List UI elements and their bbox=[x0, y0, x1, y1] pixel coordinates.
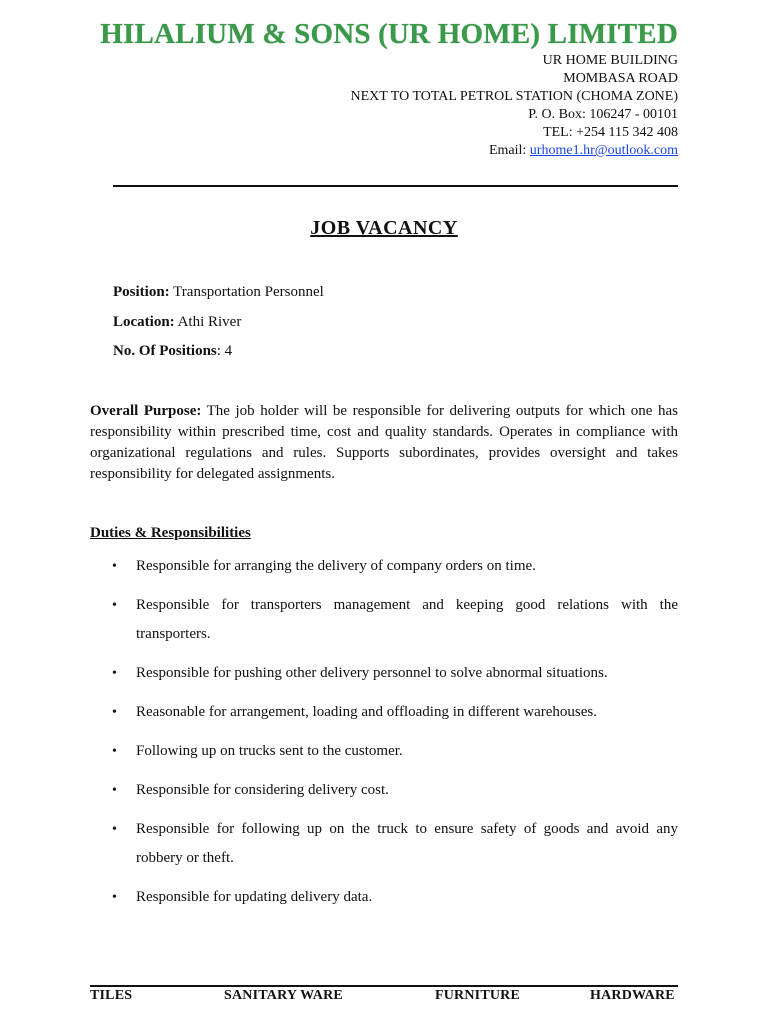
duty-text: Following up on trucks sent to the customer. bbox=[136, 743, 403, 759]
footer-tiles: TILES bbox=[90, 988, 133, 1003]
location-label: Location: bbox=[113, 313, 175, 330]
positions-count-label: No. Of Positions bbox=[113, 343, 217, 359]
list-item bbox=[90, 883, 678, 912]
bullet-icon: • bbox=[112, 744, 117, 759]
list-item bbox=[90, 591, 678, 649]
list-item bbox=[90, 659, 678, 688]
duties-heading: Duties & Responsibilities bbox=[90, 525, 251, 541]
duty-text: Responsible for updating delivery data. bbox=[136, 889, 373, 905]
company-name: HILALIUM & SONS (UR HOME) LIMITED bbox=[100, 18, 678, 50]
address-line-building: UR HOME BUILDING bbox=[542, 53, 678, 68]
address-line-road: MOMBASA ROAD bbox=[563, 71, 678, 86]
duty-text: Responsible for following up on the truck to ensure safety of goods and avoid any robbery or theft. bbox=[136, 821, 678, 866]
overall-purpose-text: The job holder will be responsible for delivering outputs for which one has responsibility within prescribed time, cost and quality standards. Operates in compliance with organizational regulations and rules. Supports subordinates, provides oversight and takes responsibility for delegated assignments. bbox=[90, 403, 678, 482]
duty-text: Reasonable for arrangement, loading and offloading in different warehouses. bbox=[136, 704, 597, 720]
bullet-icon: • bbox=[112, 705, 117, 720]
position-value: Transportation Personnel bbox=[169, 284, 324, 300]
positions-count-field bbox=[113, 341, 324, 371]
footer-furniture: FURNITURE bbox=[435, 988, 521, 1003]
duty-text: Responsible for considering delivery cost. bbox=[136, 782, 389, 798]
location-value: Athi River bbox=[174, 313, 242, 330]
footer-divider bbox=[90, 985, 678, 987]
footer-hardware: HARDWARE bbox=[590, 988, 675, 1003]
vacancy-details bbox=[113, 282, 324, 371]
list-item bbox=[90, 552, 678, 581]
address-line-po-box: P. O. Box: 106247 - 00101 bbox=[528, 107, 678, 122]
location-field bbox=[113, 312, 324, 342]
bullet-icon: • bbox=[112, 559, 117, 574]
list-item bbox=[90, 737, 678, 766]
company-address bbox=[350, 52, 678, 160]
bullet-icon: • bbox=[112, 666, 117, 681]
email-label: Email: bbox=[488, 143, 530, 158]
duty-text: Responsible for pushing other delivery personnel to solve abnormal situations. bbox=[136, 665, 608, 681]
bullet-icon: • bbox=[112, 598, 117, 613]
list-item bbox=[90, 776, 678, 805]
position-field bbox=[113, 282, 324, 312]
footer-sanitary-ware: SANITARY WARE bbox=[224, 988, 343, 1003]
address-line-phone: TEL: +254 115 342 408 bbox=[543, 125, 678, 140]
overall-purpose bbox=[90, 401, 678, 485]
duties-list bbox=[90, 552, 678, 922]
duty-text: Responsible for transporters management and keeping good relations with the transporters. bbox=[136, 597, 678, 642]
list-item bbox=[90, 815, 678, 873]
list-item bbox=[90, 698, 678, 727]
duty-text: Responsible for arranging the delivery of company orders on time. bbox=[136, 558, 536, 574]
header-divider bbox=[113, 185, 678, 187]
position-label: Position: bbox=[113, 284, 170, 300]
overall-purpose-label: Overall Purpose: bbox=[90, 403, 202, 419]
positions-count-value: : 4 bbox=[216, 343, 233, 359]
page-title: JOB VACANCY bbox=[310, 217, 458, 239]
email-link[interactable]: urhome1.hr@outlook.com bbox=[529, 143, 678, 158]
bullet-icon: • bbox=[112, 783, 117, 798]
email-line bbox=[350, 142, 678, 160]
bullet-icon: • bbox=[112, 890, 117, 905]
address-line-landmark: NEXT TO TOTAL PETROL STATION (CHOMA ZONE) bbox=[350, 89, 678, 104]
bullet-icon: • bbox=[112, 822, 117, 837]
